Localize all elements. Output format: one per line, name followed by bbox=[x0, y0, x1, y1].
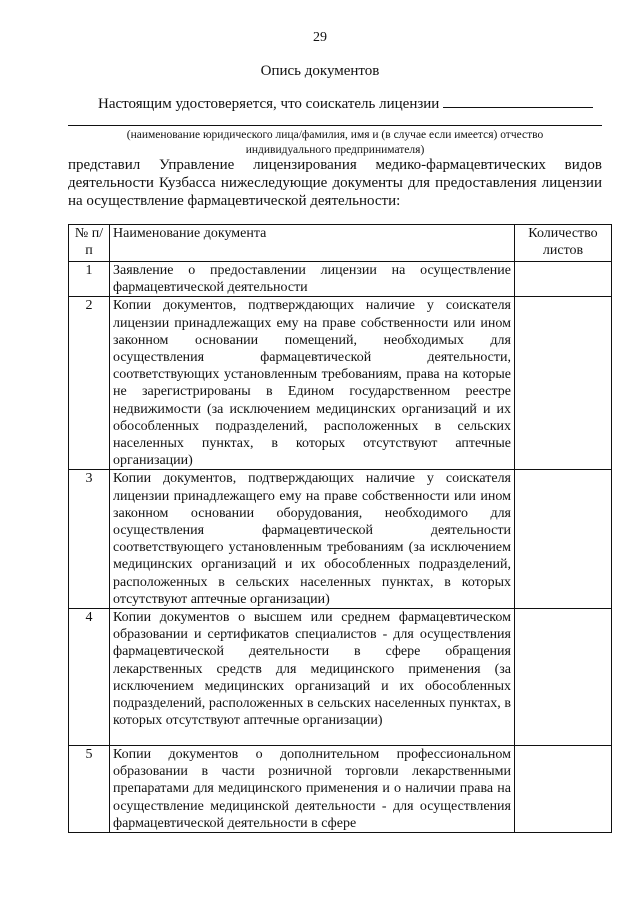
underline-note: (наименование юридического лица/фамилия, имя и (в случае если имеется) отчество индивидуального предпринимателя) bbox=[126, 129, 544, 156]
table-row bbox=[69, 746, 612, 833]
certify-text: Настоящим удостоверяется, что соискатель лицензии bbox=[98, 96, 440, 112]
intro-paragraph: представил Управление лицензирования медико-фармацевтических видов деятельности Кузбасса нижеследующие документы для предоставления лицензии на осуществление фармацевтической деятельности: bbox=[68, 157, 602, 209]
certify-line bbox=[98, 94, 593, 113]
table-row bbox=[69, 609, 612, 746]
row-num: 3 bbox=[69, 470, 110, 609]
row-count bbox=[515, 609, 612, 746]
table-header-row bbox=[69, 225, 612, 262]
table-row bbox=[69, 297, 612, 470]
row-count bbox=[515, 470, 612, 609]
row-num: 1 bbox=[69, 262, 110, 297]
header-num: № п/п bbox=[69, 225, 110, 262]
table-row bbox=[69, 262, 612, 297]
table-row bbox=[69, 470, 612, 609]
row-num: 2 bbox=[69, 297, 110, 470]
header-name: Наименование документа bbox=[110, 225, 515, 262]
document-title: Опись документов bbox=[260, 63, 380, 79]
applicant-name-line bbox=[68, 125, 602, 126]
row-num: 4 bbox=[69, 609, 110, 746]
row-name: Копии документов, подтверждающих наличие у соискателя лицензии принадлежащих ему на праве собственности или ином законном основании помещений, необходимых для осуществления фармацевтической деятельности, соответствующих установленным требованиям, права на которые не зарегистрированы в Едином государственном реестре недвижимости (за исключением медицинских организаций и их обособленных подразделений, расположенных в сельских населенных пунктах, в которых отсутствуют аптечные организации) bbox=[110, 297, 515, 470]
page-number: 29 bbox=[313, 30, 327, 45]
header-count: Количество листов bbox=[515, 225, 612, 262]
applicant-blank bbox=[443, 94, 593, 108]
row-name: Копии документов о дополнительном профессиональном образовании в части розничной торговли лекарственными препаратами для медицинского применения и о наличии права на осуществление медицинской деятельности - для осуществления фармацевтической деятельности в сфере bbox=[110, 746, 515, 833]
row-name: Заявление о предоставлении лицензии на осуществление фармацевтической деятельности bbox=[110, 262, 515, 297]
documents-table bbox=[68, 224, 612, 833]
row-name: Копии документов о высшем или среднем фармацевтическом образовании и сертификатов специалистов - для осуществления фармацевтической деятельности в сфере обращения лекарственных средств для медицинского применения (за исключением медицинских организаций и их обособленных подразделений, расположенных в сельских населенных пунктах, в которых отсутствуют аптечные организации) bbox=[110, 609, 515, 746]
row-num: 5 bbox=[69, 746, 110, 833]
row-count bbox=[515, 297, 612, 470]
row-count bbox=[515, 262, 612, 297]
row-name: Копии документов, подтверждающих наличие у соискателя лицензии принадлежащего ему на праве собственности или ином законном основании оборудования, необходимого для осуществления фармацевтической деятельности соответствующего установленным требованиям (за исключением медицинских организаций и их обособленных подразделений, расположенных в сельских населенных пунктах, в которых отсутствуют аптечные организации) bbox=[110, 470, 515, 609]
row-count bbox=[515, 746, 612, 833]
